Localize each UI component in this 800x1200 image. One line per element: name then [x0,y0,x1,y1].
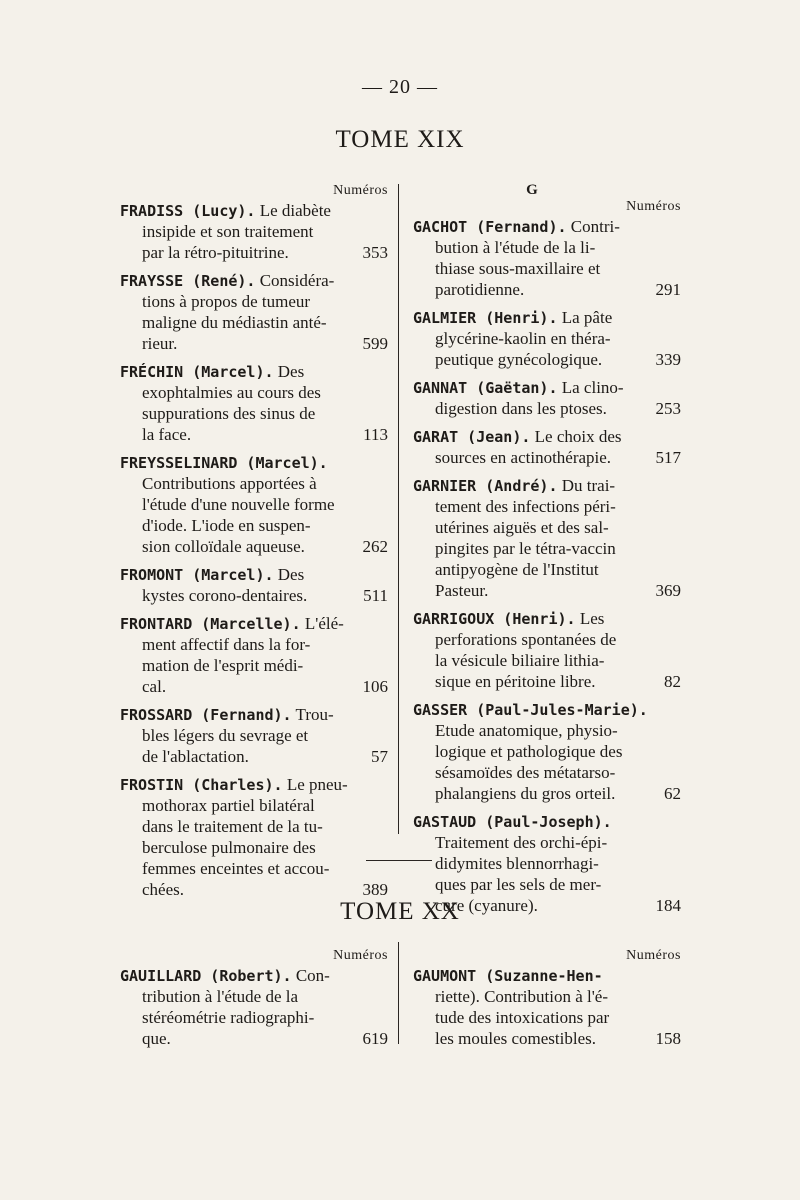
entry-text: d'iode. L'iode en suspen- [142,516,311,535]
entry-text-line [120,333,388,354]
entry-text-line [413,853,681,874]
entry-first-line [120,704,388,725]
index-entry [120,564,388,606]
author-name: FRAYSSE (René). [120,272,256,290]
entry-first-line-content [120,201,331,220]
column-header: Numéros [626,199,681,214]
index-entry [120,613,388,697]
index-entry [120,704,388,767]
column-header: Numéros [333,948,388,963]
entry-text-line [120,242,388,263]
entry-text: Considéra- [259,271,335,290]
entry-text: tement des infections péri- [435,497,616,516]
entry-text: kystes corono-dentaires. [142,586,308,605]
entry-text: suppurations des sinus de [142,404,316,423]
entry-text-line [120,473,388,494]
entry-text: Traitement des orchi-épi- [435,833,608,852]
entry-first-line-content [120,362,304,381]
entry-text-line [120,858,388,879]
index-entry [413,699,681,804]
entry-text: phalangiens du gros orteil. [435,784,616,803]
entry-text: Contri- [570,217,620,236]
entry-first-line-content [413,700,648,719]
tome-title: TOME XIX [335,126,465,153]
entry-text: La clino- [561,378,624,397]
author-name: GANNAT (Gaëtan). [413,379,558,397]
entry-text-line [413,986,681,1007]
entry-number: 158 [655,1029,681,1048]
entry-text: pingites par le tétra-vaccin [435,539,616,558]
entry-text: riette). Contribution à l'é- [435,987,609,1006]
left-column [120,945,388,1056]
entry-text: L'élé- [304,614,344,633]
entry-text-line [413,258,681,279]
entry-text: Con- [295,966,330,985]
entry-first-line-content [413,609,604,628]
entry-text: mation de l'esprit médi- [142,656,304,675]
entry-text-line [120,585,388,606]
column-header: Numéros [333,183,388,198]
entry-first-line-content [413,427,622,446]
entry-text: didymites blennorrhagi- [435,854,599,873]
index-entry [120,965,388,1049]
entry-first-line-content [120,453,328,472]
page-number: — 20 — [362,76,438,98]
right-column [413,945,681,1056]
author-name: GACHOT (Fernand). [413,218,567,236]
entry-text-line [120,634,388,655]
entry-first-line [413,377,681,398]
index-entry [120,452,388,557]
entry-text: les moules comestibles. [435,1029,597,1048]
index-entry [120,774,388,900]
entry-text: Du trai- [561,476,616,495]
entry-text-line [120,424,388,445]
entry-first-line [413,475,681,496]
author-name: GALMIER (Henri). [413,309,558,327]
left-column [120,180,388,907]
author-name: GASSER (Paul-Jules-Marie). [413,701,648,719]
entry-number: 339 [655,350,681,369]
entry-text: par la rétro-pituitrine. [142,243,289,262]
author-name: GARRIGOUX (Henri). [413,610,576,628]
entry-number: 82 [664,672,681,691]
entry-text-line [413,559,681,580]
index-entry [413,426,681,468]
entry-text: antipyogène de l'Institut [435,560,599,579]
entry-text-line [120,725,388,746]
index-entry [120,200,388,263]
entry-text: femmes enceintes et accou- [142,859,330,878]
entry-text-line [120,312,388,333]
entry-text-line [413,741,681,762]
entry-text: sources en actinothérapie. [435,448,612,467]
author-name: FROSSARD (Fernand). [120,706,292,724]
entry-number: 619 [362,1029,388,1048]
entry-first-line [120,965,388,986]
entry-first-line [120,452,388,473]
author-name: GARAT (Jean). [413,428,531,446]
entry-text: tribution à l'étude de la [142,987,299,1006]
entry-text: Pasteur. [435,581,489,600]
entry-first-line-content [413,812,612,831]
entry-first-line-content [413,476,615,495]
entry-text-line [413,1028,681,1049]
entry-text-line [413,349,681,370]
entry-text-line [413,832,681,853]
entry-text: sion colloïdale aqueuse. [142,537,305,556]
entry-first-line [413,426,681,447]
entry-text-line [120,795,388,816]
entry-text: Le pneu- [286,775,348,794]
entry-text: l'étude d'une nouvelle forme [142,495,335,514]
entry-text: insipide et son traitement [142,222,314,241]
entry-text: de l'ablactation. [142,747,249,766]
entry-number: 62 [664,784,681,803]
author-name: GAUMONT (Suzanne-Hen- [413,967,603,985]
entry-text: maligne du médiastin anté- [142,313,327,332]
entry-text-line [413,447,681,468]
entry-text: tions à propos de tumeur [142,292,311,311]
tome-title: TOME XX [340,898,460,925]
entry-text: Trou- [295,705,334,724]
entry-number: 57 [371,747,388,766]
author-name: FRONTARD (Marcelle). [120,615,301,633]
column-divider [398,184,399,834]
entry-first-line [120,774,388,795]
entry-number: 353 [362,243,388,262]
index-entry [413,377,681,419]
entry-first-line [120,270,388,291]
entry-text-line [413,237,681,258]
entry-first-line-content [120,705,334,724]
entry-first-line-content [413,308,612,327]
entry-text-line [413,517,681,538]
entry-text-line [120,879,388,900]
entry-number: 262 [362,537,388,556]
entry-text-line [120,382,388,403]
entry-text: digestion dans les ptoses. [435,399,607,418]
entry-first-line-content [120,614,344,633]
entry-number: 511 [363,586,388,605]
entry-text-line [120,986,388,1007]
entry-number: 389 [362,880,388,899]
entry-text-line [413,720,681,741]
index-entry [120,361,388,445]
entry-text: chées. [142,880,185,899]
index-entry [413,307,681,370]
entry-text: exophtalmies au cours des [142,383,321,402]
entry-text: Le diabète [259,201,331,220]
column-header: Numéros [626,948,681,963]
entry-first-line [413,811,681,832]
entry-first-line [413,608,681,629]
author-name: GAUILLARD (Robert). [120,967,292,985]
entry-text-line [413,538,681,559]
entry-first-line [413,307,681,328]
entry-number: 599 [362,334,388,353]
author-name: GASTAUD (Paul-Joseph). [413,813,612,831]
entry-text: glycérine-kaolin en théra- [435,329,611,348]
entry-text-line [413,496,681,517]
entry-first-line [120,564,388,585]
entry-number: 253 [655,399,681,418]
entry-text: cure (cyanure). [435,896,538,915]
entry-text-line [413,580,681,601]
index-entry [413,608,681,692]
column-divider [398,942,399,1044]
index-entry [413,475,681,601]
entry-text: sique en péritoine libre. [435,672,596,691]
entry-text-line [120,291,388,312]
entry-text: bution à l'étude de la li- [435,238,596,257]
entry-text: berculose pulmonaire des [142,838,316,857]
entry-text: Etude anatomique, physio- [435,721,618,740]
entry-number: 517 [655,448,681,467]
entry-text: sésamoïdes des métatarso- [435,763,616,782]
entry-text-line [120,221,388,242]
entry-text: cal. [142,677,167,696]
entry-text: Des [277,362,305,381]
entry-first-line-content [120,966,330,985]
entry-text: tude des intoxications par [435,1008,610,1027]
entry-text-line [120,655,388,676]
entry-text-line [120,515,388,536]
entry-first-line-content [120,775,348,794]
entry-text-line [413,398,681,419]
entry-text: utérines aiguës et des sal- [435,518,609,537]
entry-text-line [413,328,681,349]
entry-first-line-content [413,217,620,236]
entry-first-line-content [120,565,304,584]
entry-text: la vésicule biliaire lithia- [435,651,605,670]
entry-text-line [120,816,388,837]
entry-text-line [120,1007,388,1028]
right-column [413,180,681,923]
index-entry [120,270,388,354]
entry-number: 184 [655,896,681,915]
entry-text: la face. [142,425,192,444]
entry-text-line [120,837,388,858]
entry-text-line [413,650,681,671]
entry-text-line [413,762,681,783]
entry-text: peutique gynécologique. [435,350,603,369]
entry-text: ques par les sels de mer- [435,875,602,894]
index-entry [413,965,681,1049]
entry-text-line [120,494,388,515]
entry-text: perforations spontanées de [435,630,617,649]
entry-text-line [413,783,681,804]
entry-text: thiase sous-maxillaire et [435,259,601,278]
entry-text: que. [142,1029,171,1048]
entry-text-line [120,536,388,557]
section-separator [366,860,432,861]
author-name: FREYSSELINARD (Marcel). [120,454,328,472]
entry-first-line [413,216,681,237]
entry-text-line [120,1028,388,1049]
entry-first-line [120,613,388,634]
entry-text: Des [277,565,305,584]
entry-first-line [413,965,681,986]
entry-text-line [120,676,388,697]
entry-text: stéréométrie radiographi- [142,1008,315,1027]
author-name: FROMONT (Marcel). [120,566,274,584]
entry-number: 106 [362,677,388,696]
author-name: GARNIER (André). [413,477,558,495]
author-name: FROSTIN (Charles). [120,776,283,794]
entry-first-line-content [413,378,624,397]
entry-first-line [413,699,681,720]
entry-text: dans le traitement de la tu- [142,817,323,836]
author-name: FRÉCHIN (Marcel). [120,363,274,381]
entry-text: parotidienne. [435,280,525,299]
entry-text-line [120,403,388,424]
entry-text-line [413,279,681,300]
entry-text: La pâte [561,308,613,327]
entry-text: rieur. [142,334,178,353]
entry-text: ment affectif dans la for- [142,635,311,654]
entry-first-line [120,361,388,382]
index-entry [413,216,681,300]
entry-text-line [413,1007,681,1028]
entry-text: Les [579,609,605,628]
entry-number: 369 [655,581,681,600]
entry-text: Le choix des [534,427,622,446]
section-letter: G [526,182,538,198]
entry-number: 291 [655,280,681,299]
entry-first-line-content [120,271,334,290]
entry-text-line [413,671,681,692]
entry-text-line [413,629,681,650]
entry-text-line [413,874,681,895]
entry-text: logique et pathologique des [435,742,623,761]
entry-text: bles légers du sevrage et [142,726,309,745]
entry-text: mothorax partiel bilatéral [142,796,315,815]
entry-first-line-content [413,966,603,985]
entry-number: 113 [363,425,388,444]
entry-first-line [120,200,388,221]
author-name: FRADISS (Lucy). [120,202,256,220]
entry-text: Contributions apportées à [142,474,317,493]
entry-text-line [120,746,388,767]
